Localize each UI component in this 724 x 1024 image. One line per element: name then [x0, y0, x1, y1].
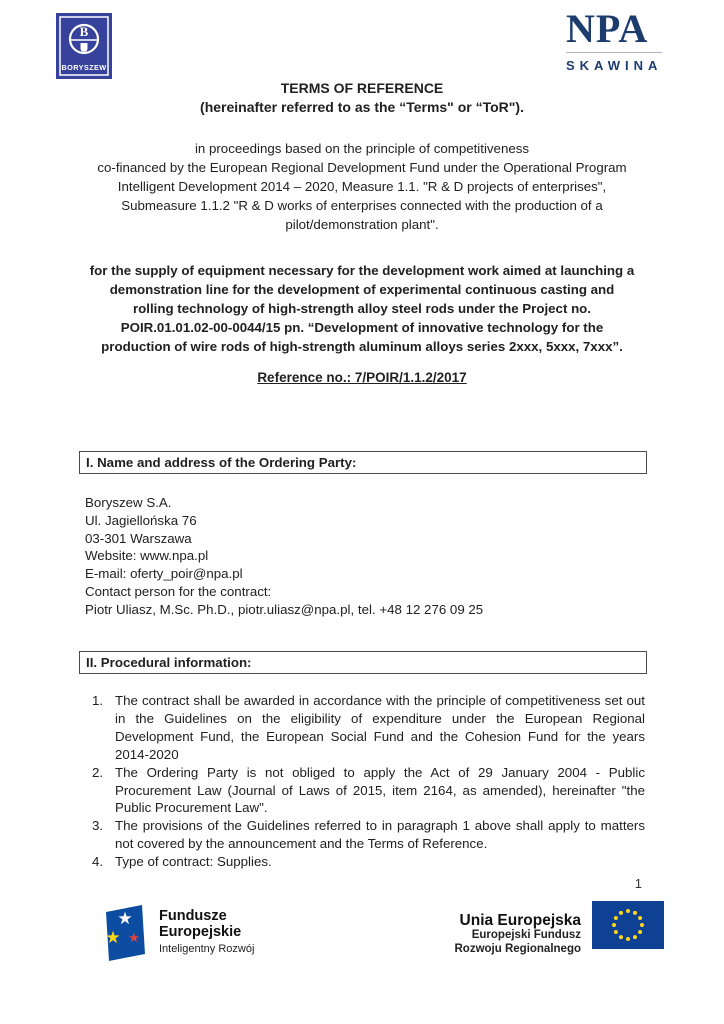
intro-paragraph	[70, 139, 654, 234]
boryszew-letter: B	[79, 24, 89, 39]
intro-line: pilot/demonstration plant".	[285, 217, 439, 232]
title-line-1: TERMS OF REFERENCE	[280, 80, 444, 96]
npa-acronym: NPA	[566, 6, 649, 51]
boryszew-logo	[56, 13, 112, 84]
intro-line: co-financed by the European Regional Development Fund under the Operational Program	[97, 160, 627, 175]
list-item-text: The provisions of the Guidelines referred to in paragraph 1 above shall apply to matters not covered by the announcement and the Terms of Reference.	[115, 818, 645, 852]
svg-text:★: ★	[128, 930, 140, 945]
intro-line: Intelligent Development 2014 – 2020, Measure 1.1. "R & D projects of enterprises",	[117, 179, 607, 194]
list-item-number: 3.	[92, 818, 104, 834]
fe-title-line-2: Europejskie	[159, 924, 242, 940]
subject-line: production of wire rods of high-strength aluminum alloys series 2xxx, 5xxx, 7xxx”.	[101, 339, 623, 354]
address-line-email: E-mail: oferty_poir@npa.pl	[85, 566, 243, 582]
section-2-heading: II. Procedural information:	[79, 651, 647, 674]
subject-paragraph	[70, 261, 654, 356]
boryszew-wordmark: BORYSZEW	[61, 63, 107, 72]
fe-subtitle: Inteligentny Rozwój	[159, 943, 255, 955]
svg-text:★: ★	[105, 928, 121, 947]
page-number: 1	[634, 876, 642, 891]
list-item	[79, 764, 645, 818]
list-item	[79, 692, 645, 764]
eu-flag-icon	[592, 901, 664, 949]
list-item-text: The contract shall be awarded in accordance with the principle of competitiveness set out in the Guidelines on the eligibility of expenditure under the European Regional Development Fund, the European Social Fund and the Cohesion Fund for the years 2014-2020	[115, 693, 645, 762]
npa-city: SKAWINA	[566, 58, 663, 73]
svg-text:★: ★	[117, 909, 133, 928]
intro-line: in proceedings based on the principle of competitiveness	[194, 141, 530, 156]
footer	[98, 901, 664, 965]
npa-logo	[566, 6, 666, 73]
subject-line: POIR.01.01.02-00-0044/15 pn. “Development of innovative technology for the	[120, 320, 604, 335]
list-item-number: 1.	[92, 693, 104, 708]
list-item-number: 2.	[92, 764, 104, 780]
unia-europejska-logo	[455, 901, 665, 956]
unia-europejska-text	[455, 912, 582, 956]
procedural-information-list	[79, 692, 645, 871]
list-item	[79, 817, 645, 853]
subject-line: demonstration line for the development of experimental continuous casting and	[109, 282, 615, 297]
fundusze-europejskie-text	[159, 908, 254, 955]
fundusze-europejskie-logo	[98, 901, 254, 965]
section-1-heading: I. Name and address of the Ordering Party:	[79, 451, 647, 474]
subject-line: rolling technology of high-strength alloy steel rods under the Project no.	[132, 301, 592, 316]
list-item-number: 4.	[92, 854, 104, 870]
title-line-2: (hereinafter referred to as the “Terms" or “ToR").	[200, 99, 524, 115]
ordering-party-address	[85, 494, 483, 619]
address-line-contact-person: Piotr Uliasz, M.Sc. Ph.D., piotr.uliasz@npa.pl, tel. +48 12 276 09 25	[85, 601, 484, 617]
address-line-website: Website: www.npa.pl	[85, 548, 209, 564]
eu-subtitle-line-1: Europejski Fundusz	[471, 929, 581, 941]
fe-title-line-1: Fundusze	[159, 908, 227, 924]
list-item-text: Type of contract: Supplies.	[115, 854, 272, 870]
address-line-street: Ul. Jagiellońska 76	[85, 512, 197, 528]
intro-line: Submeasure 1.1.2 "R & D works of enterprises connected with the production of a	[121, 198, 603, 213]
fundusze-europejskie-flag-icon	[98, 901, 150, 965]
address-line-contact-label: Contact person for the contract:	[85, 583, 272, 599]
subject-line: for the supply of equipment necessary for the development work aimed at launching a	[89, 263, 635, 278]
boryszew-logo-icon	[56, 13, 112, 79]
address-line-company: Boryszew S.A.	[85, 495, 172, 510]
eu-subtitle-line-2: Rozwoju Regionalnego	[454, 942, 581, 955]
document-title	[0, 79, 724, 117]
reference-number: Reference no.: 7/POIR/1.1.2/2017	[257, 370, 467, 385]
npa-divider	[566, 52, 662, 53]
list-item	[79, 853, 645, 871]
list-item-text: The Ordering Party is not obliged to apply the Act of 29 January 2004 - Public Procurement Law (Journal of Laws of 2015, item 2164, as amended), hereinafter "the Public Procurement Law".	[115, 764, 645, 816]
address-line-city: 03-301 Warszawa	[85, 530, 192, 546]
eu-title: Unia Europejska	[459, 912, 581, 929]
